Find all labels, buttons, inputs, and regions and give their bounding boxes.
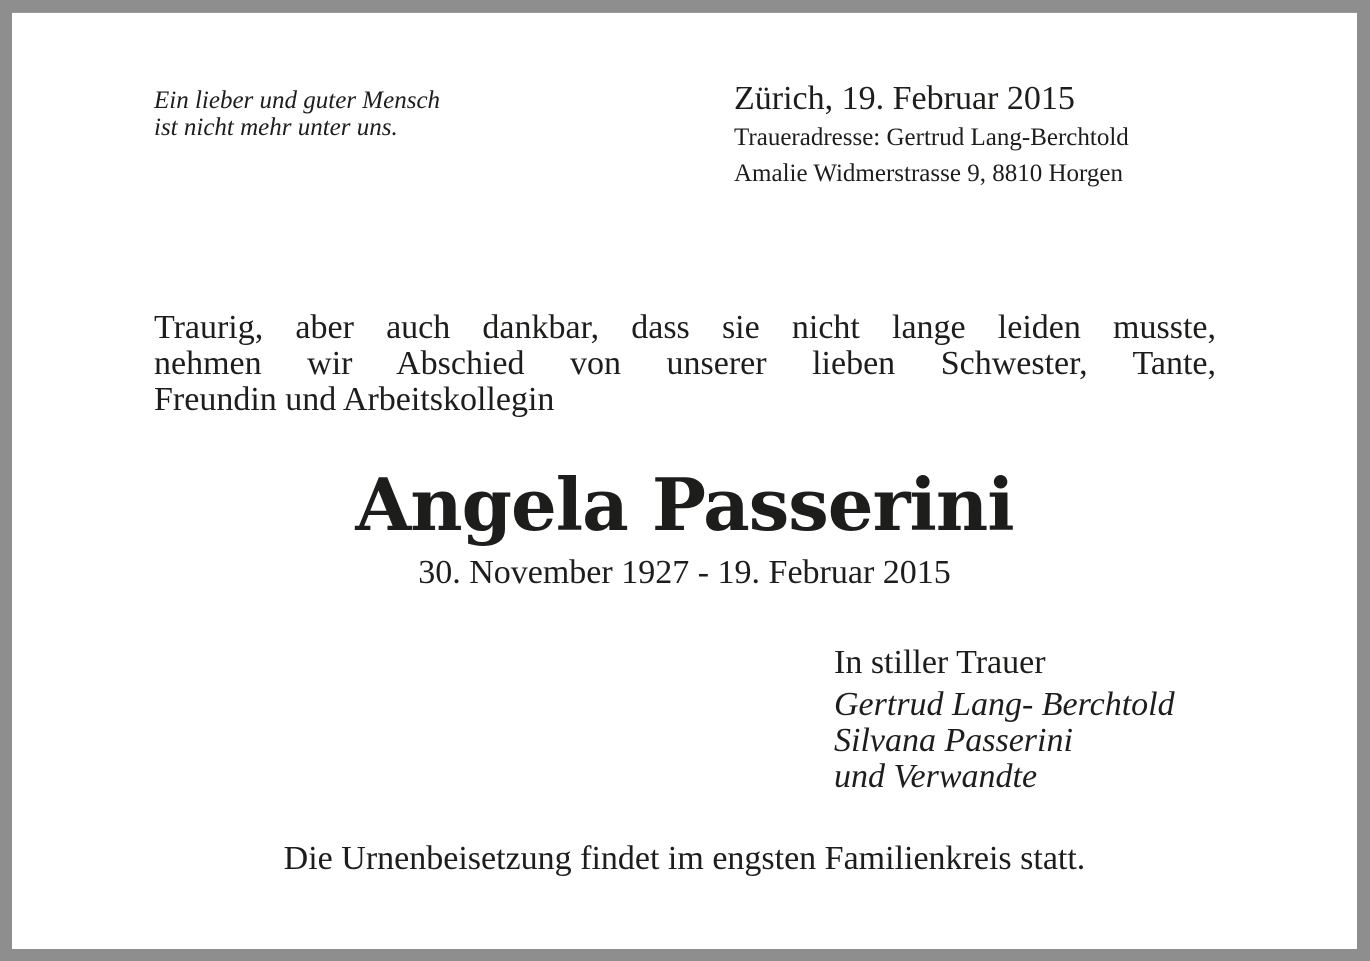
mourning-heading: In stiller Trauer (834, 644, 1046, 681)
mourner-name: Silvana Passerini (834, 722, 1073, 759)
intro-line-3: Freundin und Arbeitskollegin (154, 381, 555, 418)
mourners-list (834, 687, 1175, 795)
place-date: Zürich, 19. Februar 2015 (734, 80, 1075, 117)
mourner-name: und Verwandte (834, 758, 1038, 795)
life-dates: 30. November 1927 - 19. Februar 2015 (418, 554, 951, 591)
mourning-address-line-1: Traueradresse: Gertrud Lang-Berchtold (734, 124, 1129, 151)
intro-text (154, 310, 1216, 418)
intro-line-2: nehmen wir Abschied von unserer lieben Schwester, Tante, (154, 345, 1216, 382)
motto (154, 87, 440, 141)
mourner-name: Gertrud Lang- Berchtold (834, 686, 1175, 723)
intro-line-1: Traurig, aber auch dankbar, dass sie nicht lange leiden musste, (154, 309, 1216, 346)
burial-notice: Die Urnenbeisetzung findet im engsten Familienkreis statt. (283, 840, 1086, 877)
obituary-notice (12, 12, 1357, 949)
deceased-name: Angela Passerini (355, 462, 1014, 547)
mourning-address-line-2: Amalie Widmerstrasse 9, 8810 Horgen (734, 160, 1123, 187)
motto-line-1: Ein lieber und guter Mensch (154, 87, 441, 114)
motto-line-2: ist nicht mehr unter uns. (154, 114, 398, 141)
